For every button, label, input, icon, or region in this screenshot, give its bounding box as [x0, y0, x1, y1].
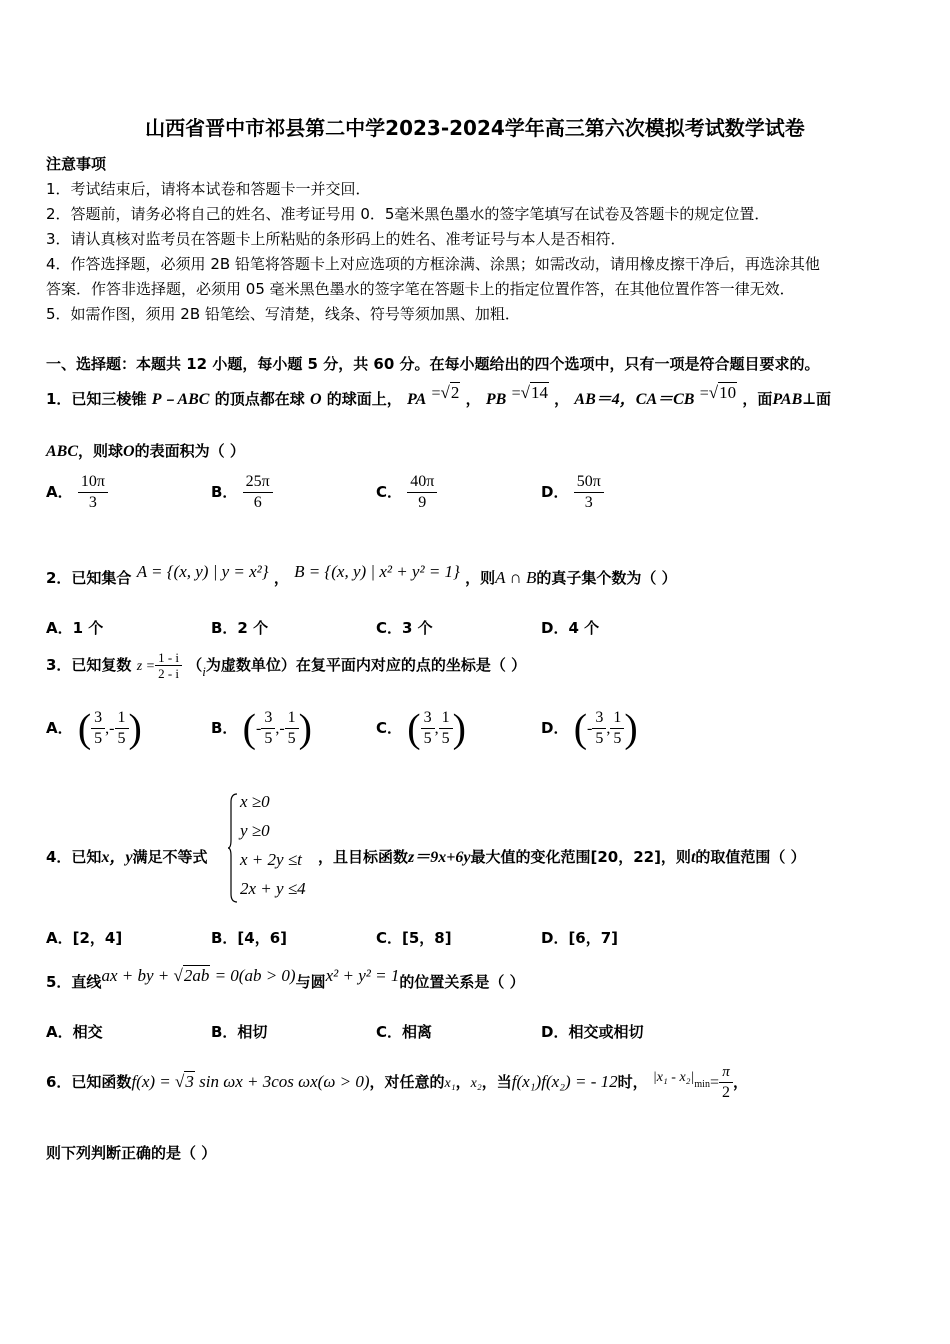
q1-sphere-o: O — [309, 391, 322, 408]
notice-item-1: 1．考试结束后，请将本试卷和答题卡一并交回． — [46, 180, 371, 198]
paren-open: ( — [573, 705, 588, 751]
q1-text: 的表面积为（ ） — [134, 442, 245, 460]
fraction-denominator: 3 — [88, 494, 97, 511]
paren-open: ( — [242, 705, 256, 751]
q3-text: （ — [187, 656, 203, 674]
q4-t: t — [690, 849, 696, 866]
q3-text: 为虚数单位）在复平面内对应的点的坐标是（ ） — [205, 656, 527, 674]
q4-constraint-2: y ≥0 — [240, 821, 270, 840]
option-fraction — [407, 472, 437, 513]
fraction-denominator: 2 — [721, 1084, 730, 1101]
q5-line-part: = 0(ab > 0) — [210, 966, 296, 985]
q1-pab: PAB — [772, 391, 803, 408]
q3-text: 3．已知复数 — [46, 656, 132, 674]
comma: , — [105, 720, 110, 737]
q2-text: 2．已知集合 — [46, 569, 132, 587]
fraction-numerator: 1 — [610, 708, 624, 729]
q5-line-eq — [101, 965, 295, 985]
paren-open: ( — [407, 705, 421, 751]
fraction-numerator: 10π — [78, 472, 108, 493]
q1-radicand: 10 — [719, 383, 737, 402]
fraction-numerator: 1 - i — [155, 650, 182, 666]
q3-option-d — [541, 705, 638, 751]
notice-heading: 注意事项 — [46, 155, 107, 173]
q1-text: ⊥面 — [802, 390, 831, 408]
option-label: C． — [376, 483, 403, 501]
fraction-denominator: 5 — [423, 730, 432, 747]
question-3 — [46, 650, 526, 681]
fraction — [610, 708, 624, 749]
q1-ab-ca-cb: AB＝4，CA＝CB — [574, 391, 695, 408]
q3-fraction — [155, 650, 182, 681]
q3-z: z = — [136, 659, 156, 674]
fraction-numerator: 1 — [285, 708, 299, 729]
fraction-numerator: 1 — [115, 708, 129, 729]
fraction — [115, 708, 129, 749]
q2-option-b: B．2 个 — [211, 619, 269, 637]
q5-text: 的位置关系是（ ） — [399, 973, 525, 991]
q2-option-a: A．1 个 — [46, 619, 104, 637]
q5-sqrt: √2ab — [173, 966, 210, 985]
q5-option-c: C．相离 — [376, 1023, 433, 1041]
fraction-denominator: 3 — [584, 494, 593, 511]
q2-sep: ， — [273, 569, 289, 587]
fraction-denominator: 6 — [253, 494, 262, 511]
fraction-denominator: 5 — [287, 730, 296, 747]
question-4-lead — [46, 844, 208, 867]
q1-sphere-o: O — [123, 443, 135, 460]
paren-open: ( — [77, 705, 92, 751]
fraction-numerator: π — [719, 1062, 733, 1083]
q1-radicand: 14 — [530, 383, 548, 402]
q6-sep: ， — [455, 1073, 471, 1091]
q6-text: ， — [732, 1073, 748, 1091]
q6-text: 6．已知函数 — [46, 1073, 132, 1091]
q1-comma: ， — [554, 390, 570, 408]
q6-abs-diff: |x₁ - x₂| — [652, 1070, 695, 1085]
question-6-line2: 则下列判断正确的是（ ） — [46, 1144, 217, 1162]
q6-x1: x₁ — [444, 1076, 456, 1091]
q3-option-c — [376, 705, 466, 751]
fraction-denominator: 5 — [595, 730, 604, 747]
q2-set-a: A = {(x, y) | y = x²} — [136, 562, 269, 581]
q5-text: 与圆 — [295, 973, 326, 991]
q4-constraint-4: 2x + y ≤4 — [240, 879, 306, 898]
q1-sqrt2: √2 — [440, 383, 460, 402]
paren-close: ) — [452, 705, 466, 751]
fraction-numerator: 25π — [243, 472, 273, 493]
fraction-denominator: 5 — [613, 730, 622, 747]
q3-i: i — [202, 664, 206, 679]
q4-text: ，且目标函数 — [318, 848, 409, 866]
question-4-tail — [318, 844, 806, 867]
q4-text: 的取值范围（ ） — [695, 848, 806, 866]
q1-option-a — [46, 472, 108, 513]
q6-radicand: 3 — [185, 1072, 194, 1091]
notice-item-2: 2．答题前，请务必将自己的姓名、准考证号用 0．5毫米黑色墨水的签字笔填写在试卷及答题卡的规定位置． — [46, 205, 770, 223]
q4-constraint-3: x + 2y ≤t — [240, 850, 302, 869]
q3-option-a — [46, 705, 142, 751]
option-label: B． — [211, 483, 238, 501]
fraction-denominator: 5 — [117, 730, 126, 747]
fraction-numerator: 40π — [407, 472, 437, 493]
fraction-denominator: 5 — [94, 730, 103, 747]
q4-text: 4．已知 — [46, 848, 102, 866]
question-2 — [46, 562, 677, 588]
q4-vars: x，y — [101, 849, 133, 866]
q6-min-subscript: min — [694, 1079, 710, 1090]
q5-option-b: B．相切 — [211, 1023, 268, 1041]
q1-text: ，则球 — [78, 442, 124, 460]
section-heading: 一、选择题：本题共 12 小题，每小题 5 分，共 60 分。在每小题给出的四个选项中，只有一项是符合题目要求的。 — [46, 355, 820, 373]
fraction — [421, 708, 435, 749]
q1-sqrt14: √14 — [520, 383, 548, 402]
q2-set-b: B = {(x, y) | x² + y² = 1} — [294, 562, 460, 581]
sign: - — [109, 720, 115, 737]
fraction-denominator: 9 — [418, 494, 427, 511]
fraction-denominator: 5 — [441, 730, 450, 747]
fraction — [261, 708, 275, 749]
q6-condition: f(x₁)f(x₂) = - 12 — [511, 1072, 618, 1091]
q5-text: 5．直线 — [46, 973, 102, 991]
fraction-numerator: 1 — [439, 708, 453, 729]
fraction — [592, 708, 606, 749]
fraction-numerator: 3 — [261, 708, 275, 729]
fraction — [91, 708, 105, 749]
question-1-line2 — [46, 440, 245, 461]
q1-radicand: 2 — [450, 383, 460, 402]
option-fraction — [243, 472, 273, 513]
q1-option-c — [376, 472, 437, 513]
q5-radicand: 2ab — [183, 966, 210, 985]
option-label: D． — [541, 719, 569, 737]
q4-objective: z＝9x+6y — [408, 849, 471, 866]
q5-option-d: D．相交或相切 — [541, 1023, 644, 1041]
comma: , — [275, 720, 280, 737]
q4-system-brace — [227, 792, 239, 904]
paren-close: ) — [298, 705, 312, 751]
q2-text: ，则 — [465, 569, 496, 587]
notice-item-5: 5．如需作图，须用 2B 铅笔绘、写清楚，线条、符号等须加黑、加粗． — [46, 305, 520, 323]
q2-option-d: D．4 个 — [541, 619, 600, 637]
q6-sqrt: √3 — [175, 1072, 194, 1091]
q1-option-d — [541, 472, 604, 513]
q4-text: 最大值的变化范围[20，22]，则 — [470, 848, 691, 866]
q1-pb: PB — [485, 391, 507, 408]
sign: - — [256, 720, 262, 737]
q6-x2: x₂ — [470, 1076, 482, 1091]
fraction-numerator: 3 — [421, 708, 435, 729]
question-1 — [46, 383, 831, 409]
fraction-numerator: 3 — [91, 708, 105, 729]
q1-pabc: P﹣ABC — [151, 391, 210, 408]
q6-text: 时， — [617, 1073, 648, 1091]
fraction-numerator: 3 — [592, 708, 606, 729]
question-6 — [46, 1062, 748, 1103]
comma: , — [434, 720, 439, 737]
option-label: B． — [211, 719, 238, 737]
option-label: D． — [541, 483, 569, 501]
q2-option-c: C．3 个 — [376, 619, 433, 637]
q1-option-b — [211, 472, 273, 513]
option-label: A． — [46, 719, 73, 737]
fraction-denominator: 5 — [264, 730, 273, 747]
question-5 — [46, 966, 525, 992]
q6-text: ，对任意的 — [369, 1073, 445, 1091]
q6-function — [131, 1071, 369, 1091]
q2-text: 的真子集个数为（ ） — [536, 569, 677, 587]
notice-item-4: 4．作答选择题，必须用 2B 铅笔将答题卡上对应选项的方框涂满、涂黑；如需改动，请用橡皮擦干净后，再选涂其他 — [46, 255, 820, 273]
q1-comma: ， — [465, 390, 481, 408]
q6-fn-part: f(x) = — [131, 1072, 176, 1091]
paren-close: ) — [624, 705, 638, 751]
q1-eq: = — [699, 385, 709, 402]
fraction-numerator: 50π — [574, 472, 604, 493]
q1-text: 1．已知三棱锥 — [46, 390, 147, 408]
q1-eq: = — [431, 385, 441, 402]
comma: , — [606, 720, 611, 737]
option-fraction — [574, 472, 604, 513]
notice-item-4-cont: 答案．作答非选择题，必须用 05 毫米黑色墨水的签字笔在答题卡上的指定位置作答，在其他位置作答一律无效． — [46, 280, 795, 298]
q4-text: 满足不等式 — [132, 848, 208, 866]
q6-eq: = — [709, 1074, 719, 1091]
sign: - — [587, 720, 593, 737]
q6-text: ，当 — [481, 1073, 512, 1091]
q5-option-a: A．相交 — [46, 1023, 103, 1041]
option-label: A． — [46, 483, 73, 501]
option-fraction — [78, 472, 108, 513]
fraction — [439, 708, 453, 749]
q4-option-a: A．[2，4] — [46, 929, 123, 947]
q4-option-d: D．[6，7] — [541, 929, 619, 947]
q1-text: 的顶点都在球 — [214, 390, 305, 408]
q6-fraction — [719, 1062, 733, 1103]
q4-constraint-1: x ≥0 — [240, 792, 270, 811]
q1-pa: PA — [407, 391, 427, 408]
q5-circle-eq: x² + y² = 1 — [325, 966, 400, 985]
q4-option-b: B．[4，6] — [211, 929, 288, 947]
q5-line-part: ax + by + — [101, 966, 174, 985]
paren-close: ) — [128, 705, 142, 751]
q1-text: ，面 — [742, 390, 773, 408]
q2-intersection: A ∩ B — [495, 568, 537, 587]
option-label: C． — [376, 719, 403, 737]
q1-abc: ABC — [46, 443, 79, 460]
page-title: 山西省晋中市祁县第二中学2023-2024学年高三第六次模拟考试数学试卷 — [145, 116, 805, 140]
q3-option-b — [211, 705, 312, 751]
q1-text: 的球面上， — [326, 390, 402, 408]
q1-eq: = — [511, 385, 521, 402]
notice-item-3: 3．请认真核对监考员在答题卡上所粘贴的条形码上的姓名、准考证号与本人是否相符． — [46, 230, 626, 248]
fraction — [285, 708, 299, 749]
sign: - — [279, 720, 285, 737]
q1-sqrt10: √10 — [708, 383, 737, 402]
q4-option-c: C．[5，8] — [376, 929, 452, 947]
q6-fn-part: sin ωx + 3cos ωx(ω > 0) — [194, 1072, 370, 1091]
fraction-denominator: 2 - i — [158, 666, 180, 681]
